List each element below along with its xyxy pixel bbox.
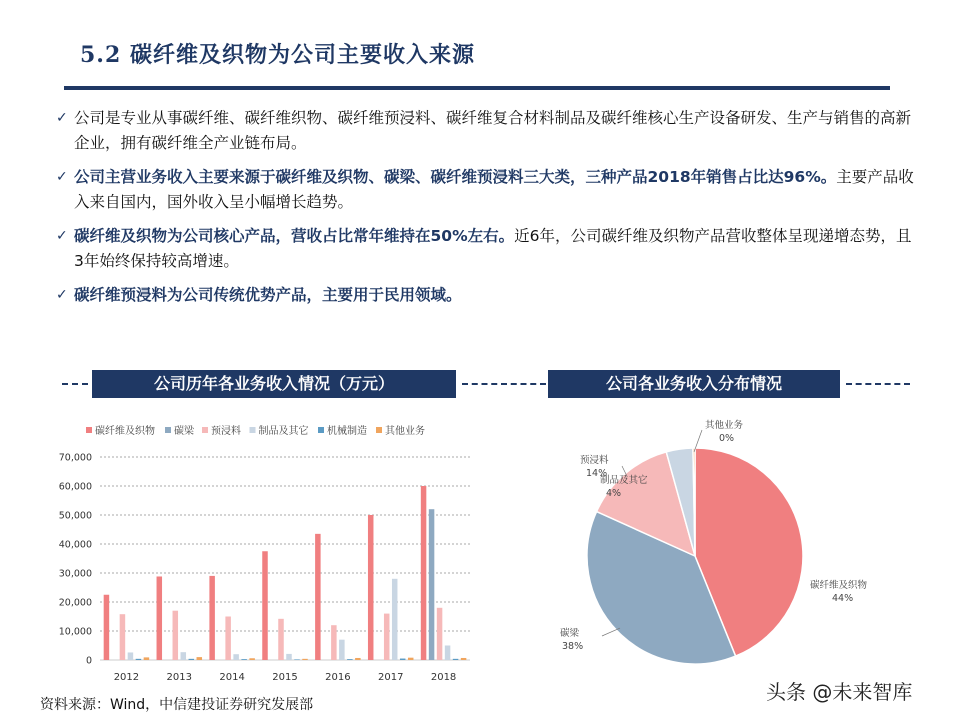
- pie-percent: 4%: [606, 488, 622, 499]
- bar: [429, 509, 435, 660]
- bar: [384, 614, 390, 660]
- dashed-divider: [462, 383, 546, 385]
- bar: [181, 652, 187, 660]
- bar: [339, 640, 345, 660]
- title-divider: [64, 86, 890, 90]
- x-tick-label: 2012: [113, 672, 140, 683]
- legend-swatch: [86, 427, 92, 433]
- bar: [453, 659, 459, 660]
- bar: [461, 658, 467, 660]
- bar: [128, 652, 134, 660]
- dashed-divider: [846, 383, 910, 385]
- pie-label: 制品及其它: [600, 475, 648, 486]
- bar: [189, 659, 195, 660]
- x-tick-label: 2015: [272, 672, 298, 683]
- bar: [144, 657, 150, 660]
- bar: [241, 659, 247, 660]
- legend-swatch: [202, 427, 208, 433]
- y-tick-label: 20,000: [58, 597, 92, 609]
- bullet-list: [56, 106, 916, 317]
- bar: [392, 579, 398, 660]
- bullet-item: ✓ 碳纤维预浸料为公司传统优势产品，主要用于民用领域。: [56, 283, 916, 308]
- legend-label: 制品及其它: [258, 426, 309, 437]
- pie-label: 碳梁: [560, 628, 580, 639]
- y-tick-label: 30,000: [58, 568, 92, 580]
- legend-swatch: [376, 427, 382, 433]
- y-tick-label: 70,000: [58, 452, 92, 464]
- bar: [209, 576, 215, 660]
- bar: [294, 659, 300, 660]
- bar: [278, 619, 284, 660]
- source-note: 资料来源：Wind，中信建投证券研究发展部: [40, 697, 314, 713]
- bar: [262, 551, 268, 660]
- bar: [368, 515, 374, 660]
- x-tick-label: 2018: [430, 672, 457, 683]
- revenue-pie-chart: [540, 408, 920, 668]
- x-tick-label: 2013: [166, 672, 193, 683]
- legend-swatch: [250, 427, 256, 433]
- bar: [249, 658, 255, 660]
- pie-label: 预浸料: [580, 455, 609, 466]
- bar: [347, 659, 353, 660]
- legend-label: 其他业务: [385, 426, 425, 437]
- legend-swatch: [165, 427, 171, 433]
- bar: [445, 646, 451, 661]
- legend-swatch: [318, 427, 324, 433]
- check-icon: ✓: [56, 228, 68, 244]
- bar: [225, 617, 231, 661]
- bar: [120, 614, 126, 660]
- x-tick-label: 2017: [377, 672, 404, 683]
- legend-label: 预浸料: [211, 426, 241, 437]
- bar: [286, 654, 292, 660]
- bullet-item: ✓ 公司是专业从事碳纤维、碳纤维织物、碳纤维预浸料、碳纤维复合材料制品及碳纤维核心生产设备研发、生产与销售的高新企业，拥有碳纤维全产业链布局。: [56, 106, 916, 156]
- bullet-item: ✓ 公司主营业务收入主要来源于碳纤维及织物、碳梁、碳纤维预浸料三大类，三种产品2018年销售占比达96%。主要产品收入来自国内，国外收入呈小幅增长趋势。: [56, 165, 916, 215]
- check-icon: ✓: [56, 287, 68, 303]
- bar-chart-banner: 公司历年各业务收入情况（万元）: [92, 370, 456, 398]
- pie-label: 碳纤维及织物: [810, 580, 868, 591]
- revenue-bar-chart: [40, 412, 480, 692]
- bullet-item: ✓ 碳纤维及织物为公司核心产品，营收占比常年维持在50%左右。近6年，公司碳纤维及织物产品营收整体呈现递增态势，且3年始终保持较高增速。: [56, 224, 916, 274]
- pie-percent: 44%: [832, 593, 854, 604]
- y-tick-label: 50,000: [58, 510, 92, 522]
- bar: [331, 625, 337, 660]
- pie-label: 其他业务: [705, 420, 744, 431]
- bar: [408, 658, 414, 660]
- pie-percent: 38%: [562, 641, 584, 652]
- legend-label: 碳梁: [174, 426, 194, 437]
- bar: [233, 654, 239, 660]
- pie-percent: 0%: [719, 433, 735, 444]
- bar: [400, 659, 406, 660]
- watermark: 头条 @未来智库: [766, 680, 913, 704]
- pie-chart-banner: 公司各业务收入分布情况: [548, 370, 840, 398]
- bar: [315, 534, 321, 660]
- y-tick-label: 40,000: [58, 539, 92, 551]
- page-title: 5.2 碳纤维及织物为公司主要收入来源: [80, 42, 475, 68]
- bar: [421, 486, 427, 660]
- pie-percent: 14%: [586, 468, 608, 479]
- bar: [437, 608, 443, 660]
- y-tick-label: 0: [85, 655, 92, 667]
- check-icon: ✓: [56, 169, 68, 185]
- x-tick-label: 2016: [325, 672, 351, 683]
- legend-label: 碳纤维及织物: [95, 426, 155, 437]
- legend-label: 机械制造: [327, 426, 367, 437]
- dashed-divider: [62, 383, 88, 385]
- check-icon: ✓: [56, 110, 68, 126]
- y-tick-label: 10,000: [58, 626, 92, 638]
- bar: [104, 595, 110, 660]
- y-tick-label: 60,000: [58, 481, 92, 493]
- bar: [136, 659, 142, 660]
- x-tick-label: 2014: [219, 672, 245, 683]
- bar: [302, 659, 308, 660]
- bar: [197, 657, 203, 660]
- bar: [157, 576, 163, 660]
- bar: [355, 658, 361, 660]
- bar: [173, 611, 179, 660]
